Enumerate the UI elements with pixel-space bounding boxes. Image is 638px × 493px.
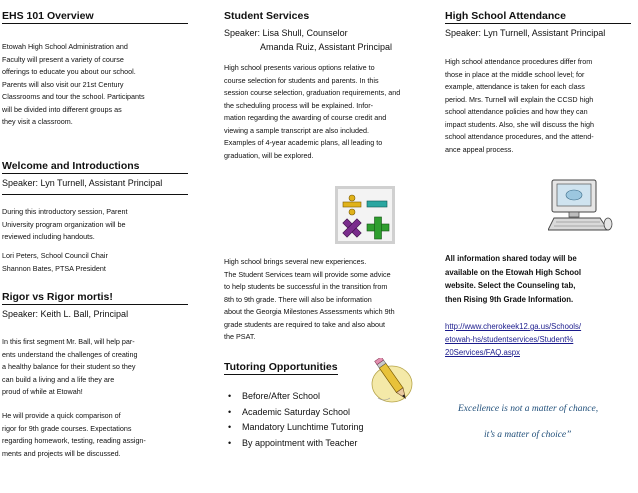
overview-heading: EHS 101 Overview bbox=[2, 10, 188, 24]
list-item: • By appointment with Teacher bbox=[228, 436, 364, 452]
services-speaker-1: Speaker: Lisa Shull, Counselor bbox=[224, 28, 348, 38]
rigor-heading: Rigor vs Rigor mortis! bbox=[2, 291, 188, 305]
rigor-text-1: In this first segment Mr. Ball, will help par- ents understand the challenges of creating a healthy balance for their student so they can build a living and a life they are proud of while at Etowah! bbox=[2, 337, 138, 396]
welcome-speaker: Speaker: Lyn Turnell, Assistant Principal bbox=[2, 178, 163, 188]
math-operators-icon bbox=[335, 186, 395, 244]
tutoring-list bbox=[228, 389, 364, 451]
services-speaker-2: Amanda Ruiz, Assistant Principal bbox=[260, 42, 393, 52]
list-item: • Mandatory Lunchtime Tutoring bbox=[228, 420, 364, 436]
rigor-text-2: He will provide a quick comparison of rigor for 9th grade courses. Expectations regarding homework, testing, reading assign- ments and projects will be discussed. bbox=[2, 411, 146, 458]
column-left bbox=[0, 0, 190, 493]
attendance-text: High school attendance procedures differ from those in place at the middle school level; for example, attendance is taken for each class period. Mrs. Turnell will explain the CCSD high school attendance policies and how they can impact students. Also, she will discuss the high school attendance procedures, and the attend- ance appeal process. bbox=[445, 57, 595, 154]
services-text-2: High school brings several new experiences. The Student Services team will provide some advice to help students be successful in the transition from 8th to 9th grade. There will also be information about the Georgia Milestones Assessments which 9th grade students are required to take and also about the PSAT. bbox=[224, 257, 395, 341]
rigor-speaker: Speaker: Keith L. Ball, Principal bbox=[2, 309, 129, 319]
tutoring-heading: Tutoring Opportunities bbox=[224, 361, 338, 373]
column-right bbox=[433, 0, 633, 493]
section-divider bbox=[2, 194, 188, 195]
attendance-heading: High School Attendance bbox=[445, 10, 631, 24]
welcome-text: During this introductory session, Parent University program organization will be reviewed including handouts. bbox=[2, 207, 128, 241]
services-heading: Student Services bbox=[224, 10, 310, 22]
attendance-speaker: Speaker: Lyn Turnell, Assistant Principal bbox=[445, 28, 606, 38]
pencil-icon bbox=[370, 358, 418, 408]
services-text-1: High school presents various options relative to course selection for students and parents. In this session course selection, graduation requirements, and the scheduling process will be explained. Infor- mation regarding the awarding of course credit and viewing a sample transcript are also included. Examples of 4-year academic plans, all leading to graduation, will be explored. bbox=[224, 63, 401, 160]
counseling-link[interactable]: http://www.cherokeek12.ga.us/Schools/ etowah-hs/studentservices/Student% 20Services/FAQ.aspx bbox=[445, 322, 582, 357]
welcome-people: Lori Peters, School Council Chair Shannon Bates, PTSA President bbox=[2, 251, 108, 273]
welcome-heading: Welcome and Introductions bbox=[2, 160, 188, 174]
column-middle bbox=[210, 0, 420, 493]
quote-line-2: it’s a matter of choice” bbox=[484, 430, 572, 440]
info-text: All information shared today will be available on the Etowah High School website. Select the Counseling tab, then Rising 9th Grade Information. bbox=[445, 254, 582, 304]
list-item: • Before/After School bbox=[228, 389, 364, 405]
list-item: • Academic Saturday School bbox=[228, 405, 364, 421]
quote-line-1: Excellence is not a matter of chance, bbox=[458, 404, 599, 414]
overview-text: Etowah High School Administration and Faculty will present a variety of course offerings to educate you about our school. Parents will also visit our 21st Century Classrooms and tour the school. Participants will be divided into different groups as they visit a classroom. bbox=[2, 42, 145, 126]
computer-icon bbox=[548, 178, 614, 234]
